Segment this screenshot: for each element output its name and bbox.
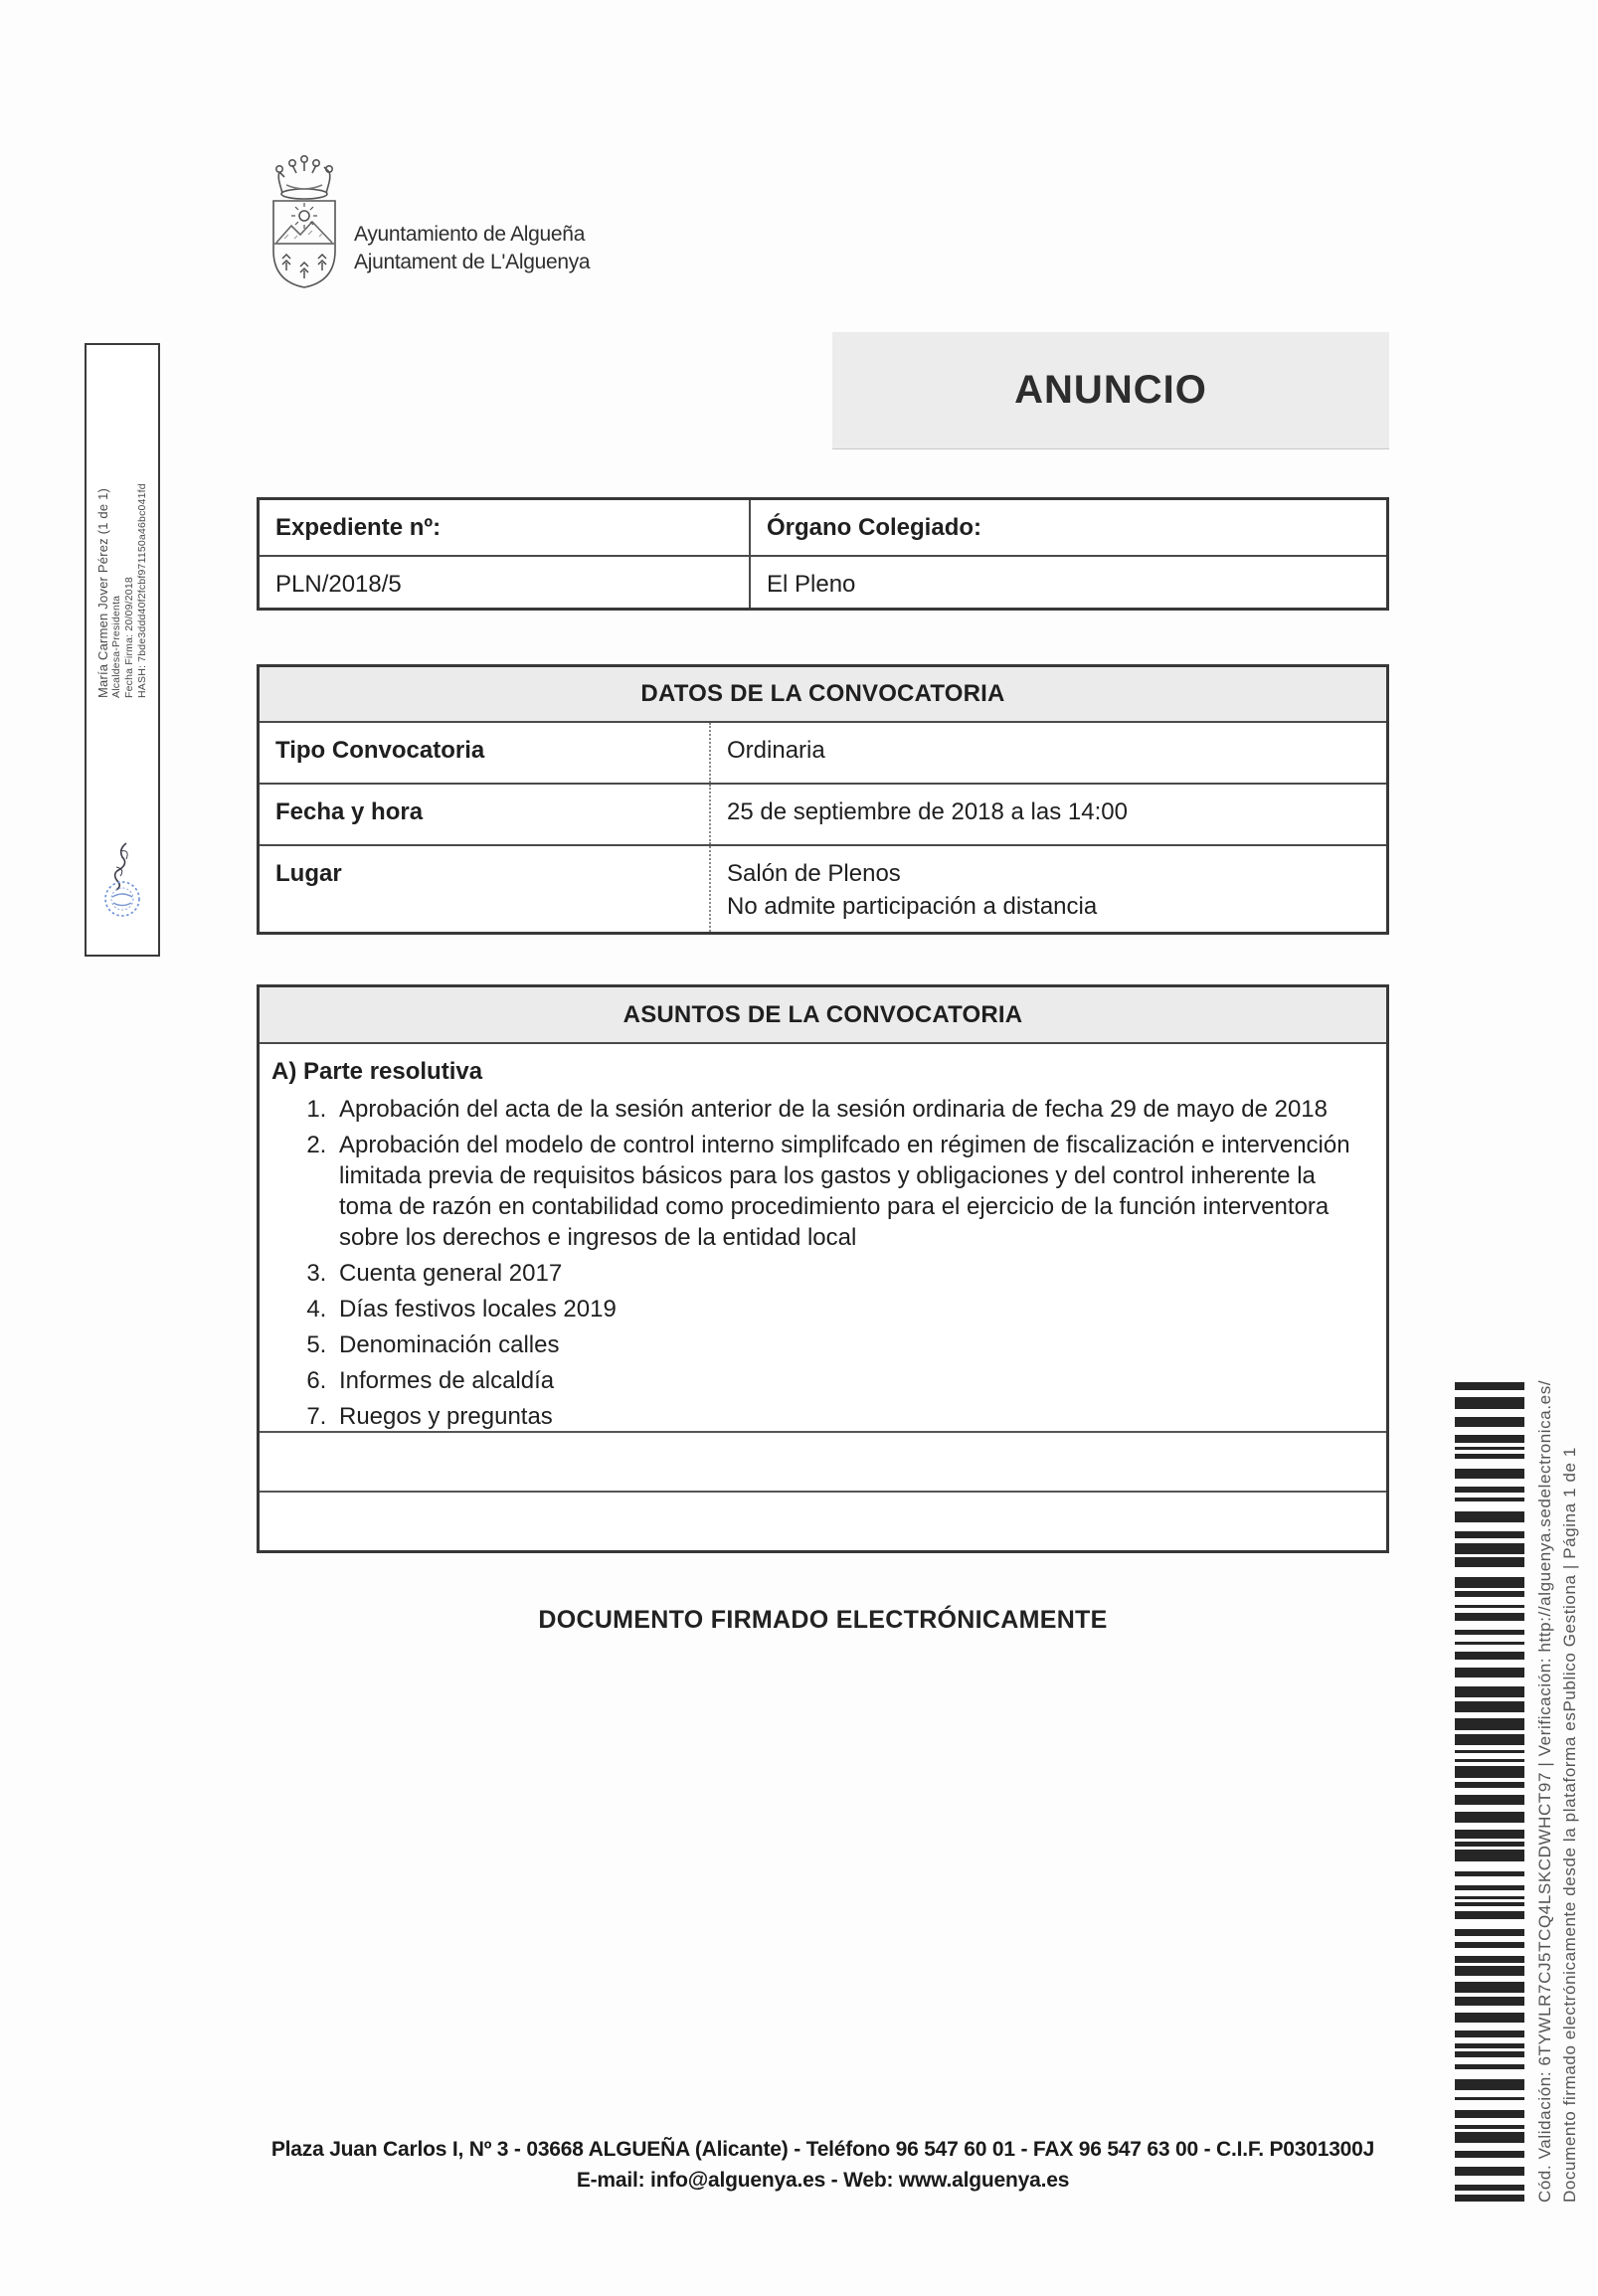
barcode-bar [1455,2195,1524,2202]
barcode-bar [1455,1382,1524,1390]
barcode-bar [1455,1997,1524,2006]
agenda-title: ASUNTOS DE LA CONVOCATORIA [260,987,1386,1042]
signer-name: María Carmen Jover Pérez (1 de 1) [95,487,110,698]
announcement-banner [832,332,1389,449]
document-footer [257,2134,1389,2196]
signed-electronically-notice: DOCUMENTO FIRMADO ELECTRÓNICAMENTE [538,1606,1108,1634]
barcode-bar [1455,2151,1524,2158]
barcode-bar [1455,1842,1524,1847]
organo-header: Órgano Colegiado: [749,500,1386,555]
row-value: 25 de septiembre de 2018 a las 14:00 [709,785,1386,844]
agenda-item: 6. Informes de alcaldía [333,1365,1364,1396]
place-line1: Salón de Plenos [727,860,901,887]
barcode-bar [1455,2064,1524,2069]
barcode-bar [1455,1734,1524,1745]
agenda-item: 1. Aprobación del acta de la sesión anterior de la sesión ordinaria de fecha 29 de mayo de 2018 [333,1094,1364,1125]
agenda-item: 2. Aprobación del modelo de control interno simplifcado en régimen de fiscalización e intervención limitada previa de requisitos básicos para los gastos y obligaciones y del control inherente la toma de razón en contabilidad como procedimiento para el ejercicio de la función interventora sobre los derechos e ingresos de la entidad local [333,1130,1364,1253]
coat-of-arms-icon [265,155,344,290]
table-row [260,844,1386,932]
place-line2: No admite participación a distancia [727,893,1098,920]
table-row [260,721,1386,783]
row-value [709,846,1386,932]
signer-role: Alcaldesa-Presidenta [110,595,122,698]
barcode-bar [1455,1966,1524,1976]
barcode-bar [1455,2125,1524,2129]
barcode-bar [1455,1982,1524,1993]
barcode-bar [1455,1469,1524,1479]
barcode-bar [1455,1511,1524,1522]
expediente-value: PLN/2018/5 [275,571,402,598]
convocation-data-title: DATOS DE LA CONVOCATORIA [260,667,1386,721]
barcode-bar [1455,1652,1524,1660]
barcode-bar [1455,1605,1524,1608]
barcode-bar [1455,1902,1524,1906]
barcode-bar [1455,2185,1524,2191]
barcode-bar [1455,1543,1524,1554]
barcode-bar [1455,1766,1524,1778]
barcode-bar [1455,2013,1524,2023]
row-value: Ordinaria [709,723,1386,783]
barcode-bar [1455,1668,1524,1678]
agenda-item: 4. Días festivos locales 2019 [333,1294,1364,1325]
barcode-bar [1455,1850,1524,1861]
barcode-bar [1455,1750,1524,1753]
signature-date: Fecha Firma: 20/09/2018 [123,577,135,698]
barcode-bar [1455,1871,1524,1876]
footer-contact-line: E-mail: info@alguenya.es - Web: www.alguenya.es [576,2169,1070,2192]
barcode-bar [1455,1759,1524,1762]
barcode-bar [1455,2043,1524,2048]
barcode-bar [1455,1417,1524,1427]
barcode-bar [1455,1630,1524,1635]
municipality-name-es: Ayuntamiento de Algueña [354,223,586,246]
barcode-bar [1455,2110,1524,2118]
municipality-name-va: Ajuntament de L'Alguenya [354,251,591,273]
barcode-bar [1455,1896,1524,1899]
barcode-bar [1455,2167,1524,2176]
expediente-header: Expediente nº: [275,514,442,541]
barcode-bar [1455,1591,1524,1597]
barcode-bar [1455,1911,1524,1919]
signature-margin-box [85,343,160,957]
organo-value: El Pleno [749,557,1386,608]
barcode-bar [1455,1447,1524,1450]
barcode-bar [1455,1956,1524,1963]
row-label: Fecha y hora [275,798,424,825]
barcode-bar [1455,2132,1524,2143]
barcode-bar [1455,1454,1524,1459]
barcode-bar [1455,1435,1524,1443]
footer-address-line: Plaza Juan Carlos I, Nº 3 - 03668 ALGUEÑA (Alicante) - Teléfono 96 547 60 01 - FAX 96 547 63 00 - C.I.F. P0301300J [270,2138,1375,2161]
agenda-item: 7. Ruegos y preguntas [333,1401,1364,1432]
empty-table-row [260,1491,1386,1550]
barcode-bar [1455,1812,1524,1823]
agenda-item: 3. Cuenta general 2017 [333,1258,1364,1289]
barcode-bar [1455,1487,1524,1493]
barcode-bar [1455,2097,1524,2100]
barcode-bar [1455,2031,1524,2037]
barcode-bar [1455,1929,1524,1936]
barcode-bar [1455,2051,1524,2057]
agenda-item-list [271,1094,1364,1432]
barcode-bar [1455,1642,1524,1645]
municipality-name [354,221,590,276]
announcement-title: ANUNCIO [1014,368,1207,412]
signature-margin-text [95,360,151,698]
expediente-table [257,497,1389,611]
barcode-bar [1455,1885,1524,1890]
barcode-bar [1455,1531,1524,1538]
verification-margin-text [1532,1298,1592,2203]
barcode-bar [1455,2079,1524,2090]
table-row [260,783,1386,844]
barcode-bar [1455,1942,1524,1948]
convocation-data-table [257,664,1389,935]
municipal-logo [265,155,590,290]
platform-line: Documento firmado electrónicamente desde la plataforma esPublico Gestiona | Página 1 de 1 [1560,1447,1579,2203]
barcode-bar [1455,1718,1524,1730]
validation-code-line: Cód. Validación: 6TYWLR7CJ5TCQ4LSKCDWHCT97 | Verificación: http://alguenya.sedelectronica.es/ [1535,1379,1554,2203]
signature-hash: HASH: 7bde3ddd40f2fcbf971150a46bc041fd [136,483,148,698]
empty-table-row [260,1431,1386,1491]
agenda-section-heading: A) Parte resolutiva [271,1058,483,1085]
expediente-value-row [260,555,1386,608]
barcode-bar [1455,1613,1524,1621]
barcode-bar [1455,1557,1524,1567]
agenda-item: 5. Denominación calles [333,1329,1364,1360]
expediente-header-row [260,500,1386,555]
agenda-body [260,1042,1386,1431]
barcode-bar [1455,1577,1524,1588]
row-label: Lugar [275,860,342,887]
barcode-bar [1455,1782,1524,1788]
row-label: Tipo Convocatoria [275,737,485,764]
barcode-bar [1455,1498,1524,1501]
signature-seal-icon [96,837,148,923]
barcode [1455,1382,1524,2203]
agenda-table [257,984,1389,1553]
barcode-bar [1455,1686,1524,1697]
barcode-bar [1455,1701,1524,1712]
barcode-bar [1455,1795,1524,1805]
barcode-bar [1455,1830,1524,1839]
barcode-bar [1455,1397,1524,1409]
